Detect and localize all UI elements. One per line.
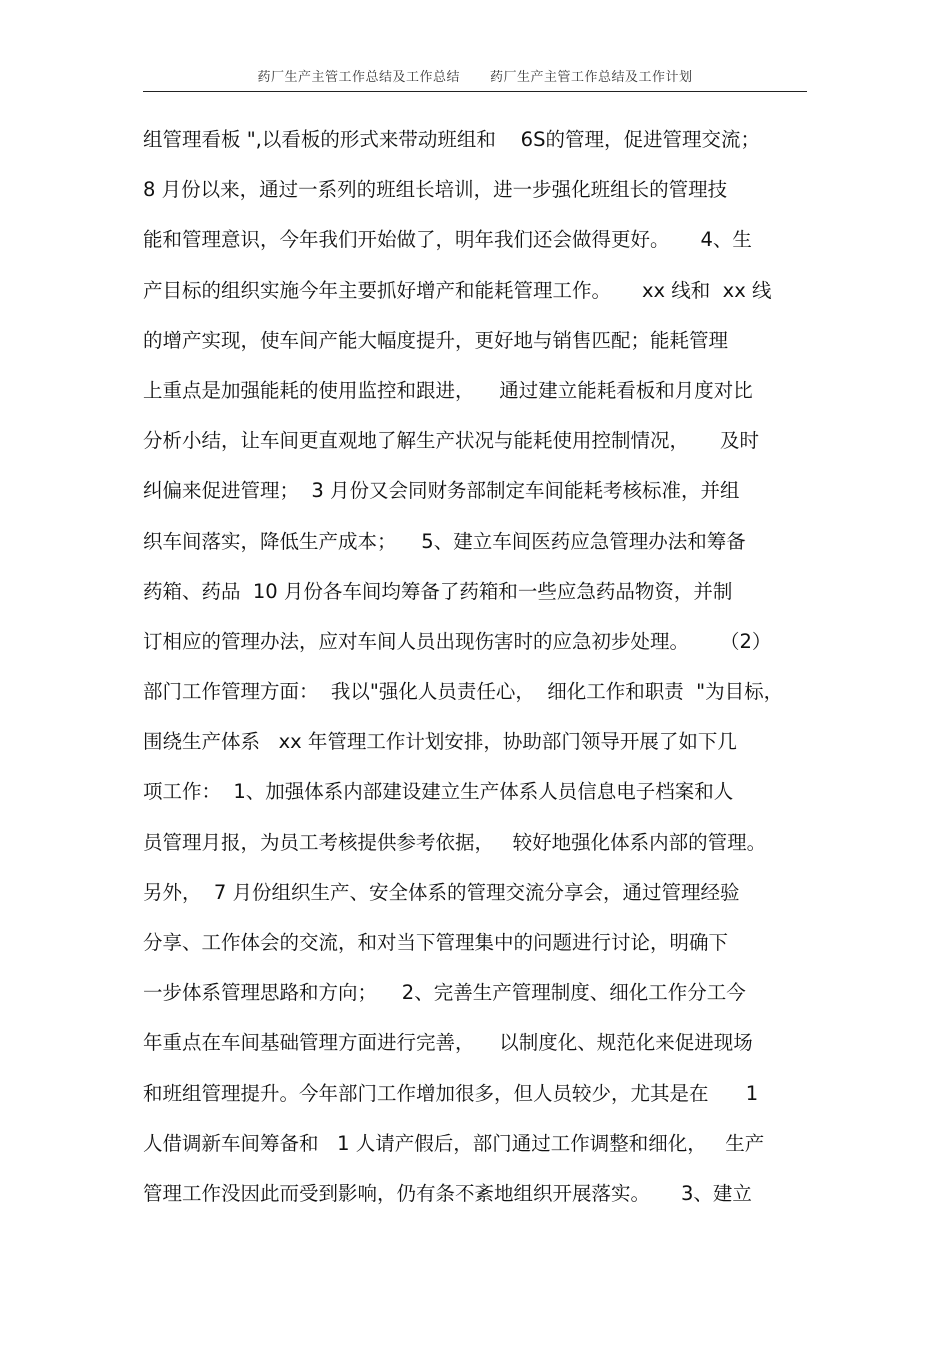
body-line: 产目标的组织实施今年主要抓好增产和能耗管理工作。 xx 线和 xx 线: [143, 278, 772, 302]
body-line: 药箱、药品 10 月份各车间均筹备了药箱和一些应急药品物资，并制: [143, 579, 733, 603]
body-text: [143, 122, 813, 1226]
body-line: 纠偏来促进管理； 3 月份又会同财务部制定车间能耗考核标准，并组: [143, 479, 740, 503]
header-left-title: 药厂生产主管工作总结及工作总结: [257, 70, 460, 85]
page-header: [143, 66, 807, 86]
body-line: 分享、工作体会的交流，和对当下管理集中的问题进行讨论，明确下: [143, 931, 729, 954]
body-line: 能和管理意识，今年我们开始做了，明年我们还会做得更好。 4、生: [143, 228, 752, 252]
body-line: 分析小结，让车间更直观地了解生产状况与能耗使用控制情况， 及时: [143, 429, 759, 453]
body-line: 订相应的管理办法，应对车间人员出现伤害时的应急初步处理。 （2）: [143, 629, 772, 653]
body-line: 员管理月报，为员工考核提供参考依据， 较好地强化体系内部的管理。: [143, 830, 767, 854]
body-line: 织车间落实，降低生产成本； 5、建立车间医药应急管理办法和筹备: [143, 529, 746, 553]
body-line: 管理工作没因此而受到影响，仍有条不紊地组织开展落实。 3、建立: [143, 1181, 752, 1205]
body-line: 人借调新车间筹备和 1 人请产假后，部门通过工作调整和细化， 生产: [143, 1131, 765, 1155]
body-line: 的增产实现，使车间产能大幅度提升，更好地与销售匹配；能耗管理: [143, 328, 729, 352]
body-line: 上重点是加强能耗的使用监控和跟进， 通过建立能耗看板和月度对比: [143, 378, 753, 402]
body-line: 一步体系管理思路和方向； 2、完善生产管理制度、细化工作分工今: [143, 981, 746, 1005]
body-line: 组管理看板 ",以看板的形式来带动班组和 6S的管理，促进管理交流；: [143, 128, 760, 151]
body-line: 和班组管理提升。今年部门工作增加很多，但人员较少，尤其是在 1: [143, 1081, 759, 1105]
header-divider: [143, 91, 807, 92]
body-line: 另外， 7 月份组织生产、安全体系的管理交流分享会，通过管理经验: [143, 880, 740, 904]
body-line: 部门工作管理方面： 我以"强化人员责任心， 细化工作和职责 "为目标，: [143, 680, 784, 704]
body-line: 年重点在车间基础管理方面进行完善， 以制度化、规范化来促进现场: [143, 1031, 753, 1055]
body-line: 围绕生产体系 xx 年管理工作计划安排，协助部门领导开展了如下几: [143, 730, 737, 754]
header-right-title: 药厂生产主管工作总结及工作计划: [490, 70, 693, 85]
body-line: 8 月份以来，通过一系列的班组长培训，进一步强化班组长的管理技: [143, 178, 728, 202]
body-line: 项工作： 1、加强体系内部建设建立生产体系人员信息电子档案和人: [143, 780, 734, 804]
